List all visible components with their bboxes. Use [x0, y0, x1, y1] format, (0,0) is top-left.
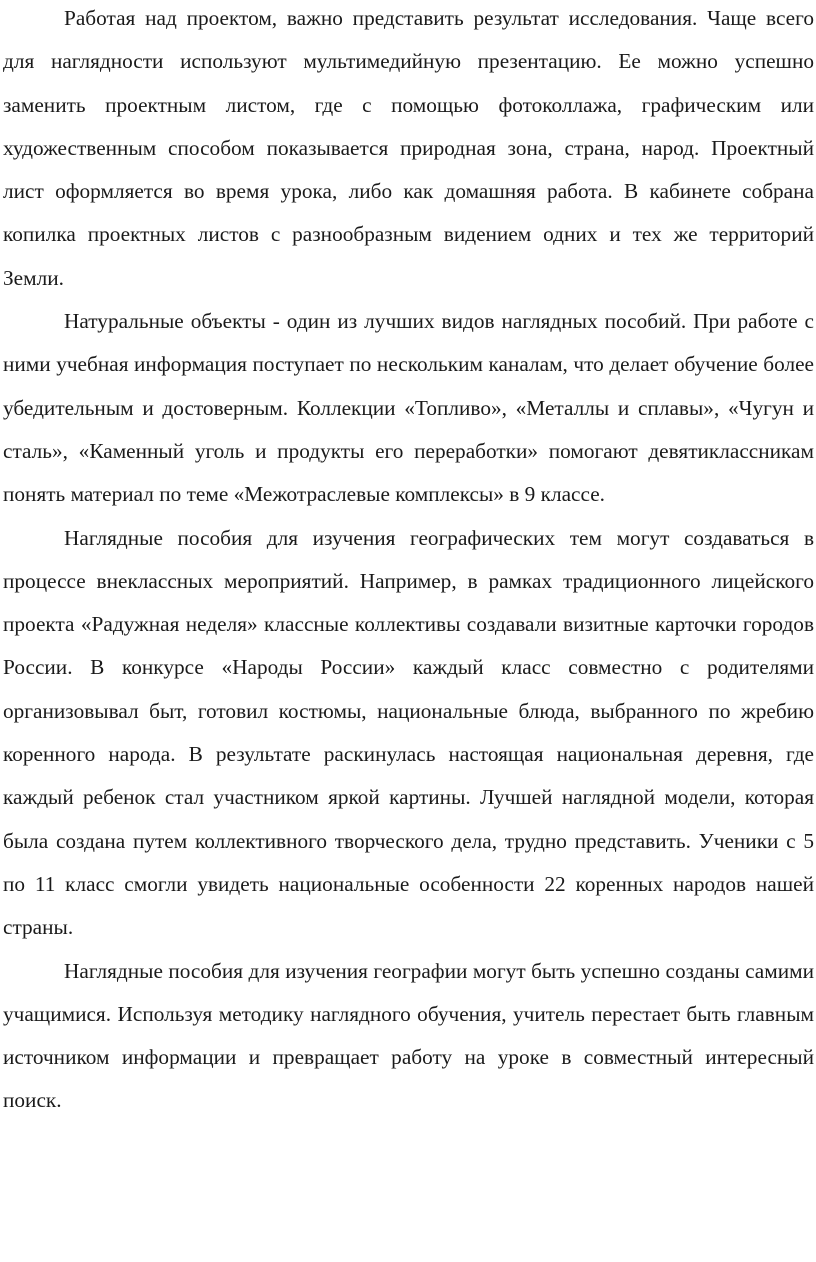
paragraph-student-created: Наглядные пособия для изучения географии могут быть успешно созданы самими учащимися. Используя методику наглядного обучения, учитель перестает быть главным источником информации и превращает работу на уроке в совместный интересный поиск. [3, 958, 814, 1113]
paragraph-extracurricular: Наглядные пособия для изучения географических тем могут создаваться в процессе внеклассных мероприятий. Например, в рамках традиционного лицейского проекта «Радужная неделя» классные коллективы создавали визитные карточки городов России. В конкурсе «Народы России» каждый класс совместно с родителями организовывал быт, готовил костюмы, национальные блюда, выбранного по жребию коренного народа. В результате раскинулась настоящая национальная деревня, где каждый ребенок стал участником яркой картины. Лучшей наглядной модели, которая была создана путем коллективного творческого дела, трудно представить. Ученики с 5 по 11 класс смогли увидеть национальные особенности 22 коренных народов нашей страны. [3, 525, 814, 940]
paragraph-project-sheets: Работая над проектом, важно представить результат исследования. Чаще всего для наглядности используют мультимедийную презентацию. Ее можно успешно заменить проектным листом, где с помощью фотоколлажа, графическим или художественным способом показывается природная зона, страна, народ. Проектный лист оформляется во время урока, либо как домашняя работа. В кабинете собрана копилка проектных листов с разнообразным видением одних и тех же территорий Земли. [3, 6, 814, 290]
paragraph-natural-objects: Натуральные объекты - один из лучших видов наглядных пособий. При работе с ними учебная информация поступает по нескольким каналам, что делает обучение более убедительным и достоверным. Коллекции «Топливо», «Металлы и сплавы», «Чугун и сталь», «Каменный уголь и продукты его переработки» помогают девятиклассникам понять материал по теме «Межотраслевые комплексы» в 9 классе. [3, 309, 814, 507]
